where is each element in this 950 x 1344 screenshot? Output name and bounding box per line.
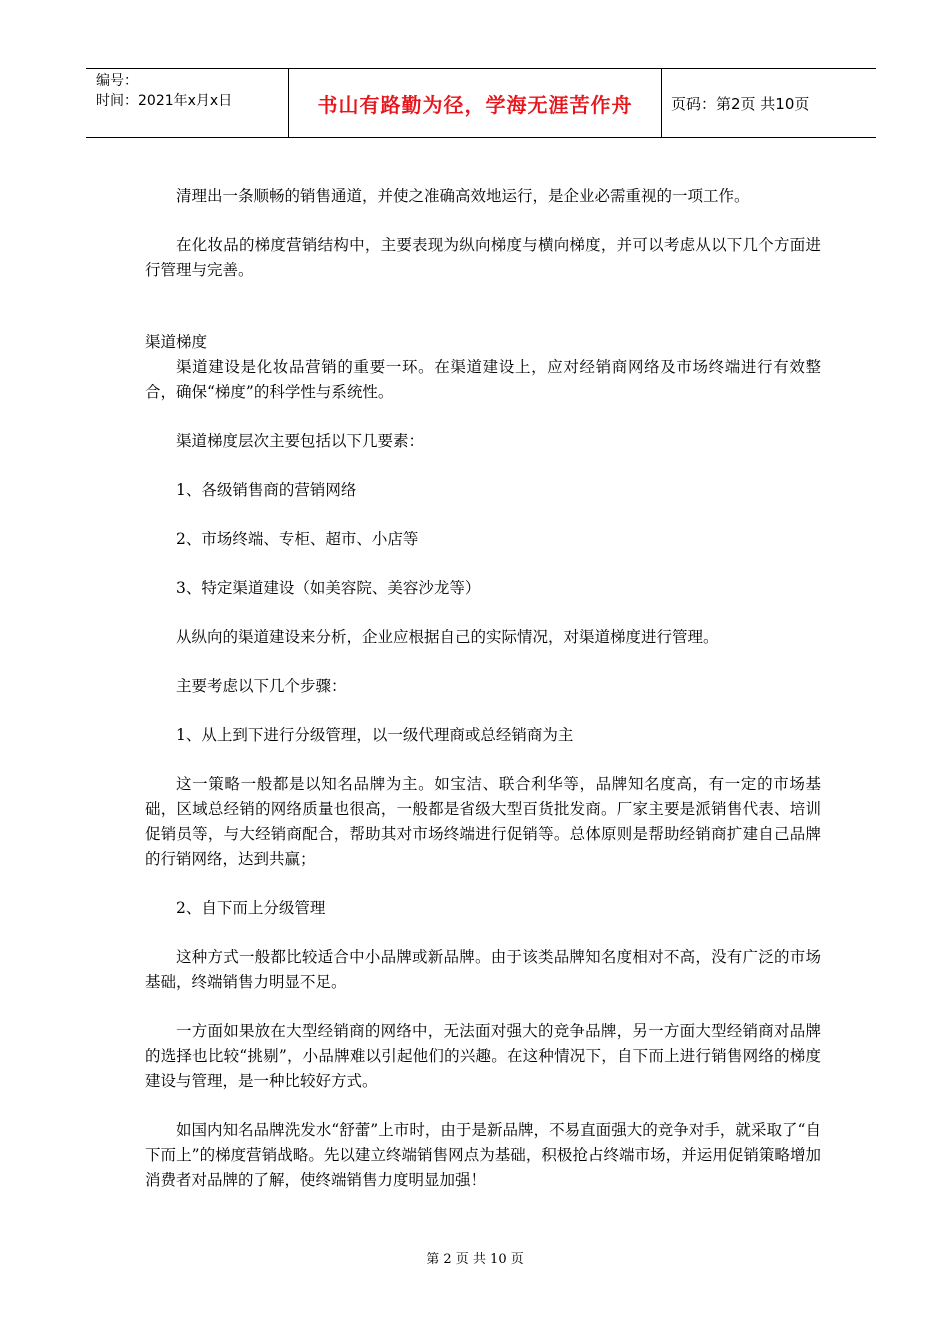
- paragraph: 这一策略一般都是以知名品牌为主。如宝洁、联合利华等，品牌知名度高，有一定的市场基础，区域总经销的网络质量也很高，一般都是省级大型百货批发商。厂家主要是派销售代表、培训促销员等，与大经销商配合，帮助其对市场终端进行促销等。总体原则是帮助经销商扩建自己品牌的行销网络，达到共赢；: [145, 775, 821, 868]
- paragraph: 这种方式一般都比较适合中小品牌或新品牌。由于该类品牌知名度相对不高，没有广泛的市场基础，终端销售力明显不足。: [145, 948, 821, 991]
- paragraph: 在化妆品的梯度营销结构中，主要表现为纵向梯度与横向梯度，并可以考虑从以下几个方面进行管理与完善。: [145, 236, 821, 279]
- paragraph: 如国内知名品牌洗发水“舒蕾”上市时，由于是新品牌，不易直面强大的竞争对手，就采取了“自下而上”的梯度营销战略。先以建立终端销售网点为基础，积极抢占终端市场，并运用促销策略增加消费者对品牌的了解，使终端销售力度明显加强！: [145, 1121, 821, 1189]
- header-motto-cell: [288, 69, 662, 137]
- list-item: 2、市场终端、专柜、超市、小店等: [176, 530, 419, 548]
- header-page-info: 页码：第2页 共10页: [671, 94, 810, 113]
- number-label: 编号：: [96, 73, 138, 89]
- step-heading: 2、自下而上分级管理: [176, 899, 326, 917]
- paragraph: 渠道建设是化妆品营销的重要一环。在渠道建设上，应对经销商网络及市场终端进行有效整合，确保“梯度”的科学性与系统性。: [145, 358, 821, 401]
- paragraph: 一方面如果放在大型经销商的网络中，无法面对强大的竞争品牌，另一方面大型经销商对品牌的选择也比较“挑剔”，小品牌难以引起他们的兴趣。在这种情况下，自下而上进行销售网络的梯度建设与管理，是一种比较好方式。: [145, 1022, 821, 1090]
- paragraph: 主要考虑以下几个步骤：: [176, 677, 347, 695]
- paragraph: 清理出一条顺畅的销售通道，并使之准确高效地运行，是企业必需重视的一项工作。: [176, 187, 750, 205]
- page-footer: 第 2 页 共 10 页: [426, 1252, 524, 1267]
- motto-text: 书山有路勤为径，学海无涯苦作舟: [317, 92, 633, 117]
- paragraph: 从纵向的渠道建设来分析，企业应根据自己的实际情况，对渠道梯度进行管理。: [176, 628, 719, 646]
- time-label: 时间：2021年x月x日: [96, 93, 233, 109]
- document-body: [145, 184, 821, 1193]
- page-header: [86, 68, 876, 138]
- list-item: 3、特定渠道建设（如美容院、美容沙龙等）: [176, 579, 481, 597]
- header-meta: [86, 69, 288, 137]
- section-heading: 渠道梯度: [145, 333, 208, 351]
- list-item: 1、各级销售商的营销网络: [176, 481, 357, 499]
- step-heading: 1、从上到下进行分级管理，以一级代理商或总经销商为主: [176, 726, 574, 744]
- paragraph: 渠道梯度层次主要包括以下几要素：: [176, 432, 425, 450]
